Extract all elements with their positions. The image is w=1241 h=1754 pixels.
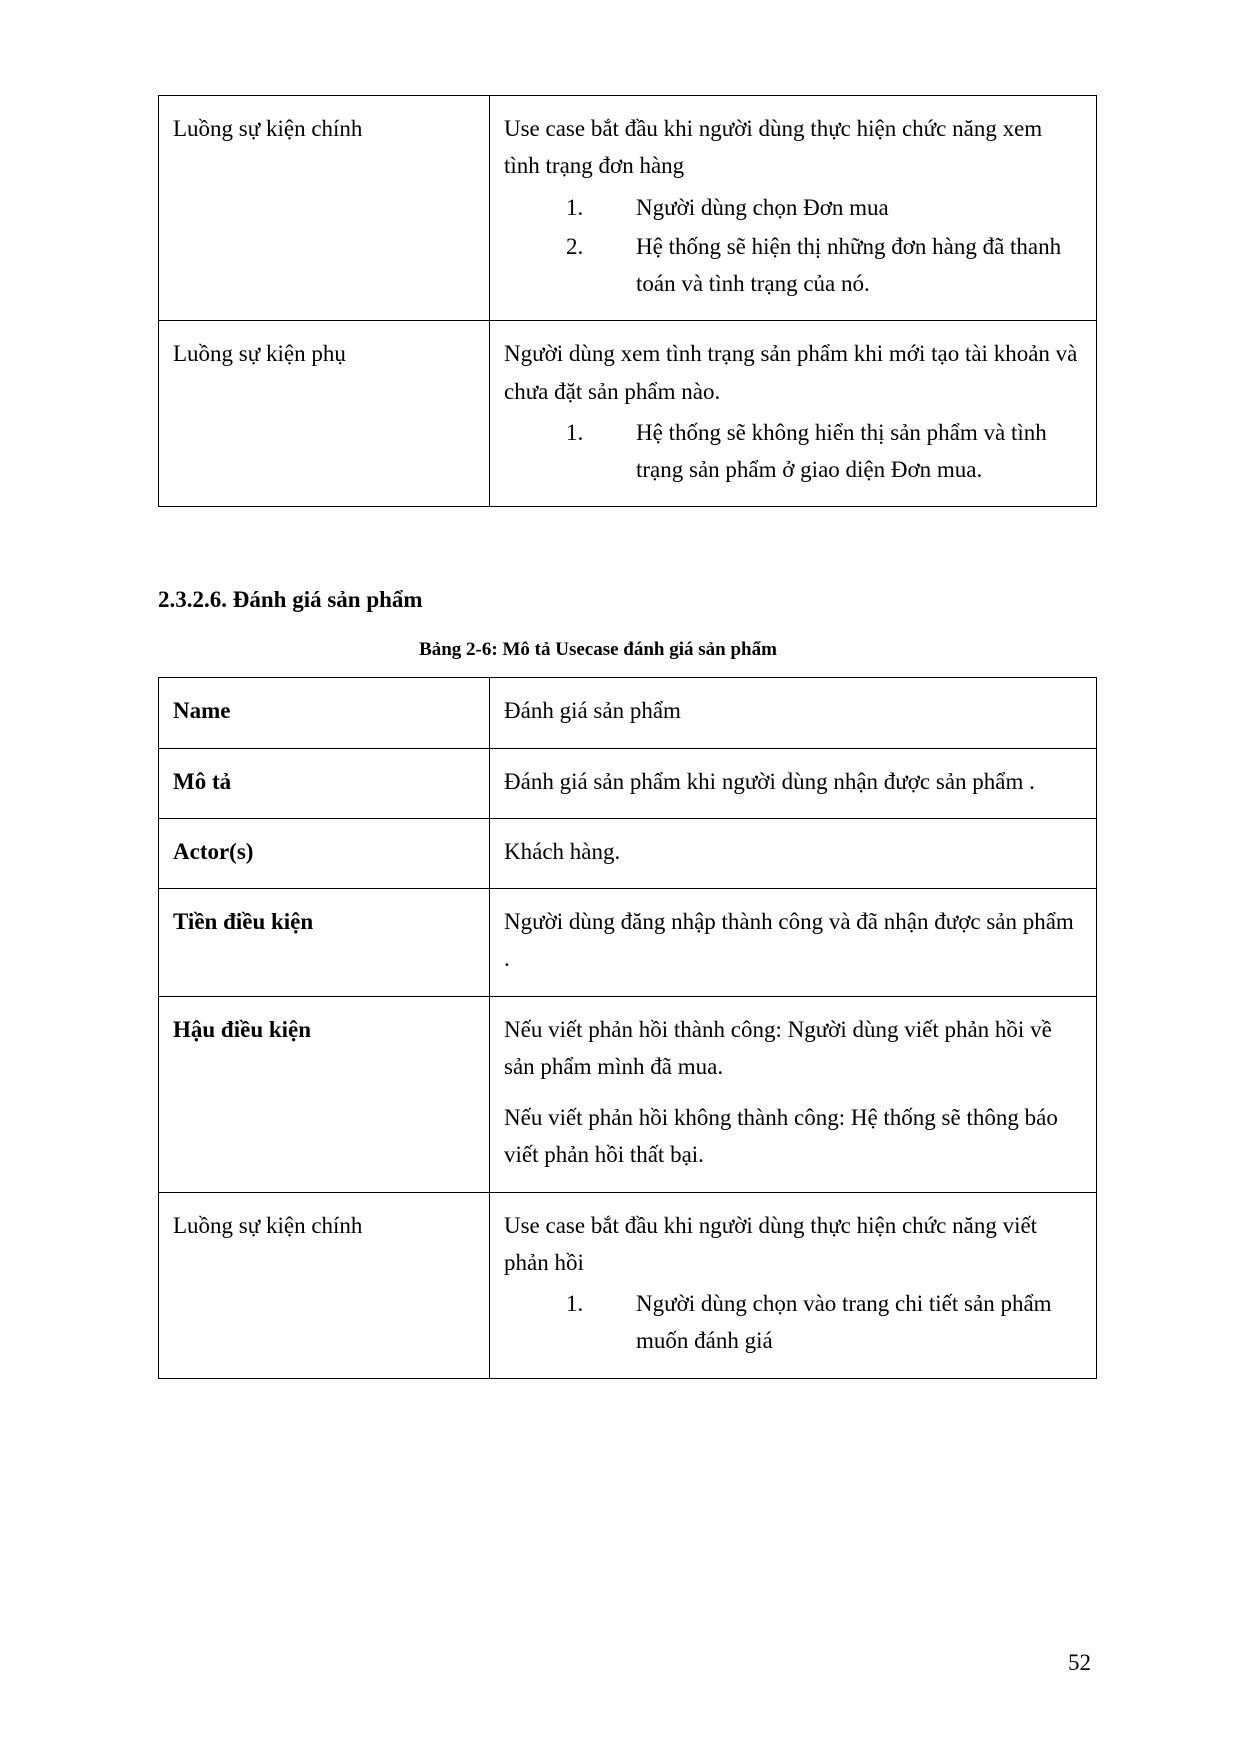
row-paragraph: Khách hàng. (504, 838, 621, 864)
row-paragraph: Use case bắt đầu khi người dùng thực hiện chức năng viết phản hồi (504, 1212, 1038, 1275)
step-text: Người dùng chọn Đơn mua (636, 194, 889, 220)
usecase-table-bottom (158, 677, 1097, 1378)
step-text: Hệ thống sẽ không hiển thị sản phẩm và tình trạng sản phẩm ở giao diện Đơn mua. (636, 419, 1047, 482)
table-row (159, 818, 1097, 888)
row-label-cell (159, 321, 490, 507)
row-value-cell (490, 996, 1097, 1192)
step-text: Hệ thống sẽ hiện thị những đơn hàng đã thanh toán và tình trạng của nó. (636, 233, 1062, 296)
row-value-cell (490, 678, 1097, 748)
step-list (504, 414, 1082, 489)
row-paragraph: Nếu viết phản hồi không thành công: Hệ thống sẽ thông báo viết phản hồi thất bại. (504, 1105, 1058, 1168)
step-number: 1. (566, 1291, 584, 1316)
row-label-cell (159, 818, 490, 888)
row-label-cell (159, 889, 490, 997)
row-label-cell (159, 996, 490, 1192)
list-item (504, 1285, 1082, 1360)
page-number: 52 (1068, 1650, 1091, 1675)
row-label: Name (173, 698, 231, 724)
table-caption: Bảng 2-6: Mô tả Usecase đánh giá sản phẩm (419, 639, 777, 661)
step-number: 1. (566, 419, 584, 445)
table-row (159, 96, 1097, 321)
row-label-cell (159, 1192, 490, 1378)
row-label-cell (159, 748, 490, 818)
table-row (159, 678, 1097, 748)
step-number: 1. (566, 194, 584, 220)
row-value-cell (490, 818, 1097, 888)
table-row (159, 748, 1097, 818)
list-item (504, 189, 1082, 226)
row-label: Luồng sự kiện chính (173, 1212, 363, 1238)
usecase-table-top (158, 95, 1097, 507)
list-item (504, 414, 1082, 489)
step-list (504, 189, 1082, 303)
table-row (159, 321, 1097, 507)
row-label: Luồng sự kiện phụ (173, 341, 346, 367)
step-text: Người dùng chọn vào trang chi tiết sản phẩm muốn đánh giá (636, 1291, 1052, 1354)
row-paragraph: Đánh giá sản phẩm khi người dùng nhận được sản phẩm . (504, 768, 1035, 794)
row-paragraph: Người dùng xem tình trạng sản phẩm khi mới tạo tài khoản và chưa đặt sản phẩm nào. (504, 341, 1078, 404)
table-row (159, 889, 1097, 997)
row-value-cell (490, 321, 1097, 507)
list-item (504, 228, 1082, 303)
row-label: Tiền điều kiện (173, 909, 314, 934)
step-list (504, 1285, 1082, 1360)
row-value-cell (490, 96, 1097, 321)
row-label-cell (159, 96, 490, 321)
table-row (159, 996, 1097, 1192)
table-row (159, 1192, 1097, 1378)
row-value-cell (490, 748, 1097, 818)
row-paragraph: Người dùng đăng nhập thành công và đã nhận được sản phẩm . (504, 909, 1074, 972)
row-value-cell (490, 889, 1097, 997)
row-label-cell (159, 678, 490, 748)
row-label: Hậu điều kiện (173, 1016, 312, 1042)
section-heading: 2.3.2.6. Đánh giá sản phẩm (158, 587, 423, 613)
row-paragraph: Nếu viết phản hồi thành công: Người dùng viết phản hồi về sản phẩm mình đã mua. (504, 1016, 1052, 1079)
row-label: Luồng sự kiện chính (173, 116, 363, 141)
step-number: 2. (566, 233, 584, 259)
row-value-cell (490, 1192, 1097, 1378)
row-paragraph: Đánh giá sản phẩm (504, 698, 681, 724)
row-paragraph: Use case bắt đầu khi người dùng thực hiện chức năng xem tình trạng đơn hàng (504, 116, 1043, 179)
row-label: Mô tả (173, 768, 232, 794)
row-label: Actor(s) (173, 838, 254, 864)
